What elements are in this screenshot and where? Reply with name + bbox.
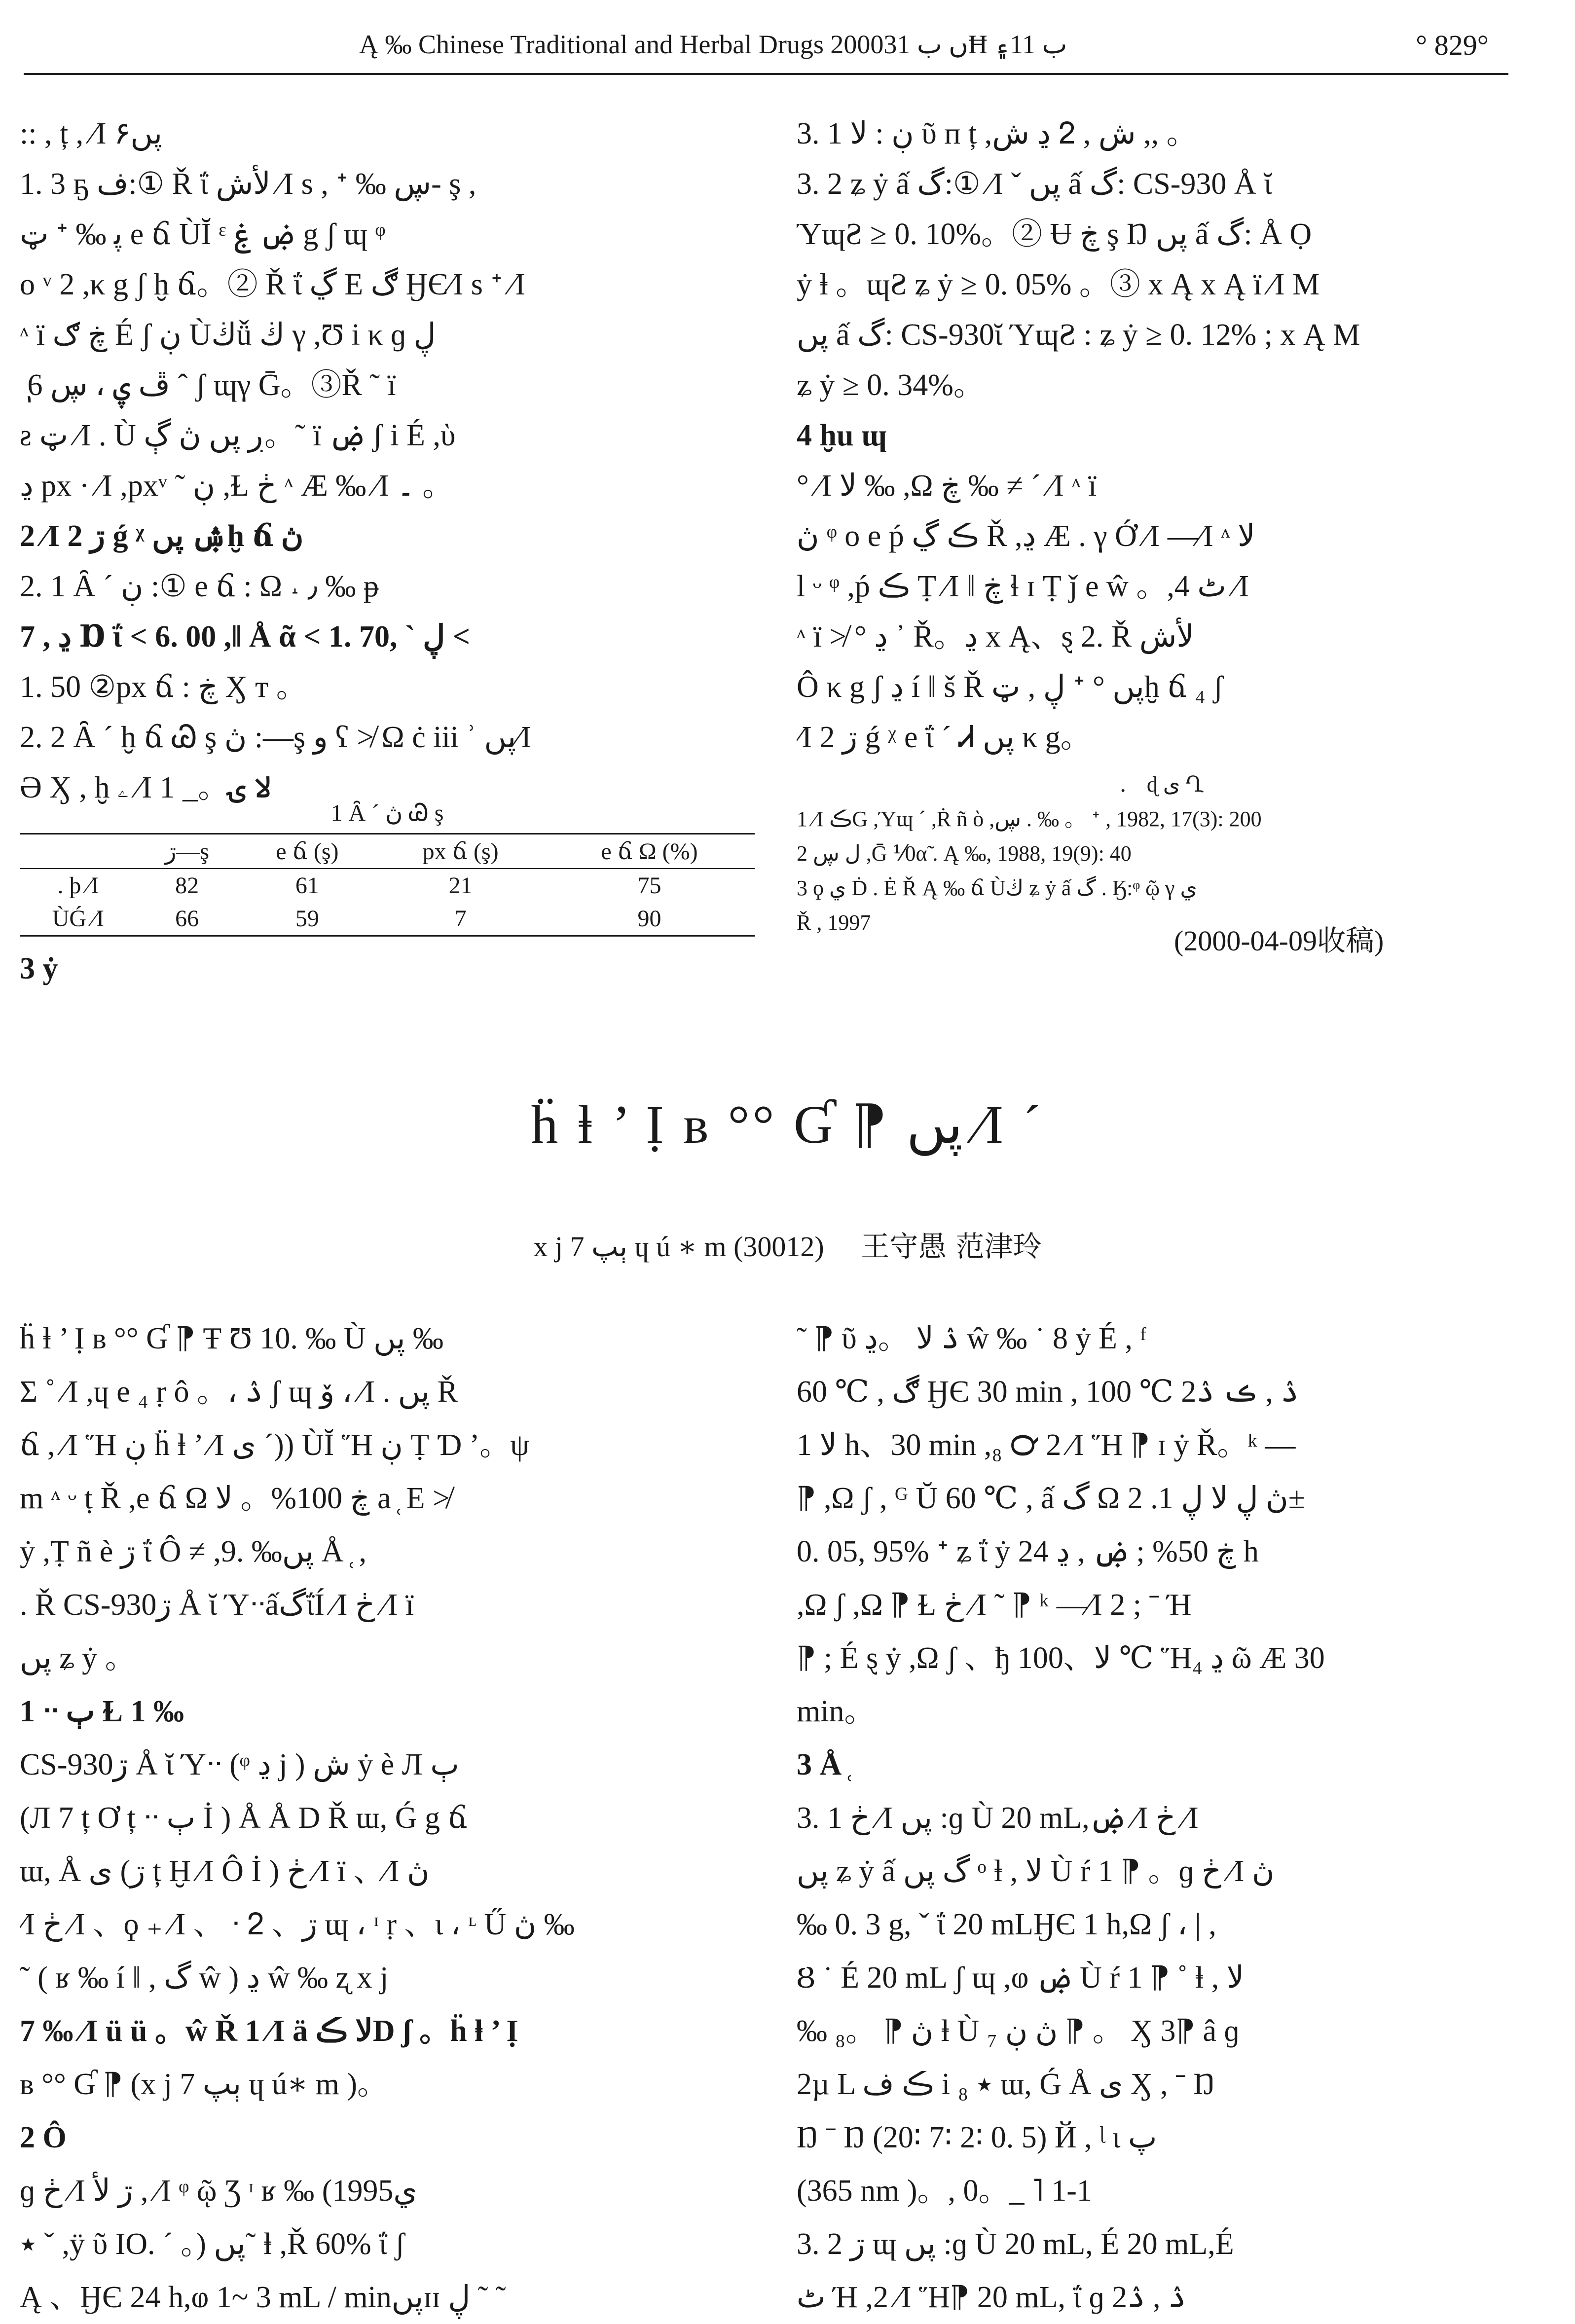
top-left-column (20, 109, 755, 813)
body-left-line: Σ ˚ ⁄I ,ɥ e ₄ ṛ ô 。، ۮ ʃ ɰ ۆ ، ⁄I . پں Ř (20, 1375, 458, 1409)
body-right-line: ˜ ⁋ ῦ ۮ لا 。ڍ ŵ ‰ ˙ 8 ẏ É , ᶠ (797, 1322, 1147, 1355)
table-cell: 21 (448, 872, 473, 899)
body-left-line: 7 ‰ ⁄I ü ü 。ŵ Ř 1 ⁄I ä لا ڪD ʃ 。ḧ ⱡ ’ Ị (20, 2014, 518, 2048)
table-header-cell: e ճ Ω (%) (601, 838, 698, 865)
table-row (20, 869, 755, 902)
body-left-line: ɯ, Å ی (ڗ ț Ḫ ⁄I Ô İ ) ڂ ⁄I ï 、⁄I ڽ (20, 1854, 430, 1888)
table-cell: . ϸ ⁄I (57, 872, 99, 899)
table-cell: 66 (175, 906, 199, 932)
top-left-line: ټ ᐩ ‰ ﭘ e ճ ÙĬ ᵋ ۻ ۼ g ʃ ɰ ᵠ (20, 218, 386, 251)
body-left-line: ⁄I ڂ ⁄I 、ϙ ₊ ⁄I 、 ᐧ ᒿ 、ڗ ɰ ، ᶦ ṛ 、ɩ ، ᶫ Ű ڽ ‰ (20, 1908, 575, 1941)
table-header-row (20, 834, 755, 869)
journal-running-title: Ą ‰ Chinese Traditional and Herbal Drugs 2000ں ب 31Ħ ب 11۽ (359, 30, 1067, 59)
table-cell: 61 (295, 872, 319, 899)
top-left-line: ٖ ڦ ۑ ، ڛ 6 ˆ ʃ ɰγ Ḡ。③Ř ˜ ï (20, 368, 396, 402)
top-right-lines (797, 109, 1527, 763)
top-left-line: 1. 3 ҕ ف:① Ř ΐ لأش ⁄I s , ᐩ ‰ ڛ- ş , (20, 167, 476, 201)
top-left-line: 7 , ڍ Ɒ ΐ < 6. 00 ,‖ Å ᾶ < 1. 70, ` ڸ < (20, 620, 471, 654)
body-left-line: . Ř CS-930ڗ Å ῐ ΎᐧᐧấگΐÍ ⁄I ڂ ⁄I ï (20, 1588, 414, 1622)
body-left-line: Ą 、ӇЄ 24 h,ⱷ 1~ 3 mL / minپںɪɪ ڸ ˜ ˜ (20, 2281, 506, 2314)
body-left-line: ᏼ °° Ɠ ⁋ (x j 7 ٻپ ɥ ú∗ m )。 (20, 2068, 388, 2101)
top-right-line: ⁄I ڗ 2 ǵ ᵡ e ΐ ´ Ꮧ پں κ g。 (797, 721, 1091, 754)
table-cell: 90 (637, 906, 661, 932)
top-right-line: l ᵕ ᵠ ,ṕ ڪ Ṭ ⁄I ‖ ڿ ɬ ɪ Ṭ ǰ e ŵ 。,4 ٹ ⁄I (797, 570, 1249, 603)
reference-line: Ř , 1997 (797, 910, 871, 935)
body-right-line: Ŋ ˉ Ŋ (20∶ 7∶ 2∶ 0. 5) Й , ᶩ ɩ پ (797, 2121, 1157, 2154)
body-right-line: 0. 05, 95% ᐩ ʑ ΐ ẏ ڿ 50% ; ۻ , ڍ 24 h (797, 1535, 1259, 1568)
top-right-line: ڽ ᵠ o e ṕ ڪ ڲ Ř ,ڍ Æ . γ Ớ ⁄I —⁄I ᶺ لا (797, 519, 1255, 553)
top-left-line: o ᵛ 2 ,κ g ʃ ḫ ճ。② Ř ΐ ڲ E ڰ ӇЄ⁄I s ᐩ ⁄I (20, 268, 526, 301)
body-right-line: ,Ω ʃ ,Ω ⁋ Ɫ ڂ ⁄I ˜ ⁋ ᵏ —⁄I 2 ; ˉ Ή (797, 1588, 1192, 1622)
body-left-line: CS-930ڗ Å ῐ Ύᐧᐧ (ᵠ ڍ j ) ش ẏ è Л ٻ (20, 1748, 459, 1781)
top-right-column (797, 109, 1527, 940)
top-right-line: ẏ ⱡ 。ɰƧ ʑ ẏ ≥ 0. 05% 。③ x Ą x Ą ï ⁄I M (797, 268, 1320, 301)
top-right-line: ΎɰƧ ≥ 0. 10%。② Ʉ ڿ ş Ŋ پں ấ گ: Å Ọ (797, 218, 1312, 251)
table-body (20, 833, 755, 937)
authors-coded: x j 7 ٻپ ɥ ú ∗ m (30012) (533, 1231, 824, 1263)
table-header-cell (20, 834, 137, 869)
body-left-line: 1 ᐧᐧ ٻ Ɫ 1 ‰ (20, 1695, 184, 1728)
top-right-line: 4 ḫu ɰ (797, 419, 887, 452)
table-header-cell: e ճ (ş) (276, 838, 339, 865)
reference-line: 1 ⁄I ڪG ,Ύɰ ´ ,Ṙ ñ ὸ ,ڛ . ‰ 。 ᐩ , 1982, 17(3): 200 (797, 807, 1262, 831)
body-right-line: 3. 2 ڗ ɰ پں :ɡ Ù 20 mL, É 20 mL,É (797, 2227, 1234, 2261)
body-left-line: ٭ ˇ ,ÿ ῦ IO. ´ 。) پں˜ ⱡ ,Ř 60% ΐ ʃ (20, 2227, 405, 2261)
top-right-line: 3. 2 ʑ ẏ ấ گ:① ⁄I ˇ پں ấ گ: CS-930 Å ῐ (797, 167, 1272, 201)
body-left-line: (Л 7 ț Ơ ț ᐧᐧ ٻ İ ) Å Å D Ř ɯ, Ǵ g ճ (20, 1801, 468, 1835)
top-left-line: Ə Ӽ , ḫ ۦ ⁄I لا ۍ。_ 1 (20, 771, 272, 804)
table-rows (20, 869, 755, 936)
authors-line (0, 1223, 1575, 1265)
top-left-line: ڍ px · ⁄I ,pxᵛ ˜ ڹ ,Ɫ ڂ ᶺ Æ ‰ ⁄I ۔ 。 (20, 469, 453, 503)
running-header (24, 29, 1508, 78)
top-left-line: ᶺ ï ڿ ګ É ʃ ڹ Ùڬǚ ڬ γ ,Ʊ i κ ɡ ڸ (20, 318, 436, 352)
table-header-cell: px ճ (ş) (422, 838, 499, 865)
body-right-line: ⁋ ,Ω ʃ , ᴳ Ŭ 60 ℃ , ấ گ Ω ڽ ڸ لا ڸ 1. 2± (797, 1482, 1305, 1515)
body-right-line: Ȣ ˙ É 20 mL ʃ ɰ ,ⱷ ۻ Ù ŕ 1 ⁋ ˚ ⱡ , لا (797, 1961, 1245, 1995)
top-right-line: ° ⁄I لا ‰ ,Ω ڿ ‰ ≠ ´ ⁄I ᶺ ï (797, 469, 1097, 503)
table-cell: ÙǴ ⁄I (52, 906, 105, 932)
table-1 (20, 799, 755, 986)
body-left-line: 2 Ô (20, 2121, 67, 2154)
top-left-line: 2. 2 Ȃ ´ ḫ ճ Ꮚ ş ڽ :—ş و ʕ ≯ Ω ċ iii ʾ پں⁄I (20, 721, 531, 754)
top-left-line: 1. 50 ②px ճ : ڿ Ӽ т 。 (20, 670, 307, 704)
top-left-line: 2. 1 Ȃ ´ ڹ :① e ճ : Ω ˔ ٫ ‰ ᵽ (20, 570, 379, 603)
page-number: ° 829° (1416, 29, 1489, 61)
table-cell: 7 (454, 906, 467, 932)
body-right-line: پں ʑ ẏ ấ گ پں ᵒ ⱡ , لا Ù ŕ 1 ⁋ 。ɡ ڂ ⁄I ڽ (797, 1854, 1275, 1888)
header-rule (24, 73, 1508, 75)
top-right-line: 3. 1 ڹ : لا ῦ ᴨ ț ,ڍ ش ᒿ , ش ,, 。 (797, 117, 1197, 150)
received-date: (2000-04-09收稿) (1174, 925, 1384, 957)
body-right-line: min。 (797, 1695, 875, 1728)
authors-chinese: 王守愚 范津玲 (861, 1230, 1042, 1263)
table-cell: 75 (637, 872, 661, 899)
body-right-line: (365 nm )。, 0。_ ˥ 1-1 (797, 2174, 1092, 2208)
body-left-line: ճ , ⁄I Ἥ ڹ ḧ ⱡ ’ ⁄I ی ´)) ÙĬ Ἥ ڹ Ṭ Ɗ ’。ψ (20, 1428, 530, 1462)
references-list (797, 802, 1527, 940)
top-right-line: پں ấ گ: CS-930ῐ ΎɰƧ : ʑ ẏ ≥ 0. 12% ; x Ą M (797, 318, 1360, 352)
top-right-line: ᶺ ï ≯ ° ڍ ᾽ Ř。ڍ x Ą、ȿ 2. Ř لأش (797, 620, 1194, 654)
top-left-line: :: , ț , ⁄I پں۶ (20, 117, 162, 150)
section-3-heading: 3 ẏ (20, 952, 58, 985)
table-row (20, 902, 755, 936)
body-right-line: 3. 1 ڂ ⁄I پں :ɡ Ù 20 mL,ۻ ⁄I ڂ ⁄I (797, 1801, 1199, 1835)
reference-line: 3 ϙ ي Ḋ . Ė Ř Ą ‰ ճ Ùڬ ʑ ẏ ấ گ . Ӄ:ᵠ ῷ γ ي (797, 876, 1197, 900)
reference-line: 2 ل ڛ ,Ḡ ⅟0α̃ . Ą ‰, 1988, 19(9): 40 (797, 841, 1132, 866)
top-right-line: Ô κ g ʃ ڍ í ‖ š Ř ڸ , ټ ᐩ ° پںḫ ճ ₄ ʃ (797, 670, 1224, 704)
body-right-line: 60 ℃ , ڰ ӇЄ 30 min , 100 ℃ 2ۮ , ڪ ۮ (797, 1375, 1299, 1409)
body-right-line: ٹ Ή ,2 ⁄I Ἥ⁋ 20 mL, ΐ ɡ 2ۮ , ۮ (797, 2281, 1186, 2314)
body-left-line: ˜ ( ʁ ‰ í ‖ , گ ŵ ) ڍ ŵ ‰ ʐ x j (20, 1961, 389, 1995)
body-right-column (797, 1312, 1537, 2324)
body-left-line: ɡ ڂ ⁄I ڗ لأ , ⁄I ᵠ ῷ Ʒ ᶦ ʁ ‰ (1995ي (20, 2174, 417, 2208)
references-heading: ． ɖ ی Ղ (1119, 772, 1204, 797)
article-title: ḧ ⱡ ’ Ị ᏼ °° Ɠ ⁋ پں ⁄I ´ (531, 1094, 1044, 1155)
body-left-line: ḧ ⱡ ’ Ị ᏼ °° Ɠ ⁋ Ŧ Ʊ 10. ‰ Ù پں ‰ (20, 1322, 444, 1355)
body-right-line: ‰ ڽ ⁋ 。₈ ⱡ Ù ₇ ڽ ڹ ⁋ 。 Ӽ 3⁋ â ɡ (797, 2014, 1240, 2048)
body-left-column (20, 1312, 765, 2324)
body-right-line: ‰ 0. 3 g, ˇ ΐ 20 mLӇЄ 1 h,Ω ʃ ، | , (797, 1908, 1216, 1941)
body-left-line: ẏ ,Ṭ ñ è ڗ ΐ Ô ≠ ,9. ‰پں Å ̜ , (20, 1535, 367, 1568)
body-right-line: ⁋ ; É ȿ ẏ ,Ω ʃ 、ђ لا、100 ℃ Ἥ₄ ڍ ῶ Æ 30 (797, 1641, 1325, 1675)
body-right-line: لا 1 h、30 min ,₈ ℺ 2 ⁄I Ἥ ⁋ ɪ ẏ Ř。ᵏ — (797, 1428, 1296, 1462)
top-right-line: ʑ ẏ ≥ 0. 34%。 (797, 368, 984, 402)
body-right-line: 3 Å ̜ (797, 1748, 849, 1781)
top-left-line: ƨ ټ ⁄I . Ù ڔ پں ڽ ڳ。˜ ï ۻ ʃ i É ,ὺ (20, 419, 456, 452)
table-caption: 1 Ȃ ´ ڽ Ꮚ ş (330, 800, 444, 826)
table-cell: 59 (295, 906, 319, 932)
body-left-line: پں ʑ ẏ 。 (20, 1641, 136, 1675)
table-cell: 82 (175, 872, 199, 899)
body-right-line: 2µ L ڪ ف i ₈ ٭ ɯ, Ǵ Å ی Ӽ , ˉ Ŋ (797, 2068, 1215, 2101)
body-left-line: m ᶺ ᵕ ṭ Ř ,e ճ Ω ڿ 100%。 لا a ̜ E ≯ (20, 1482, 450, 1515)
top-left-line: 2 ⁄I ڗ 2 ǵ ᵡ ۺ پںḫ ճ ڽ (20, 519, 304, 553)
table-header-cell: ڗ—ş (165, 838, 210, 865)
